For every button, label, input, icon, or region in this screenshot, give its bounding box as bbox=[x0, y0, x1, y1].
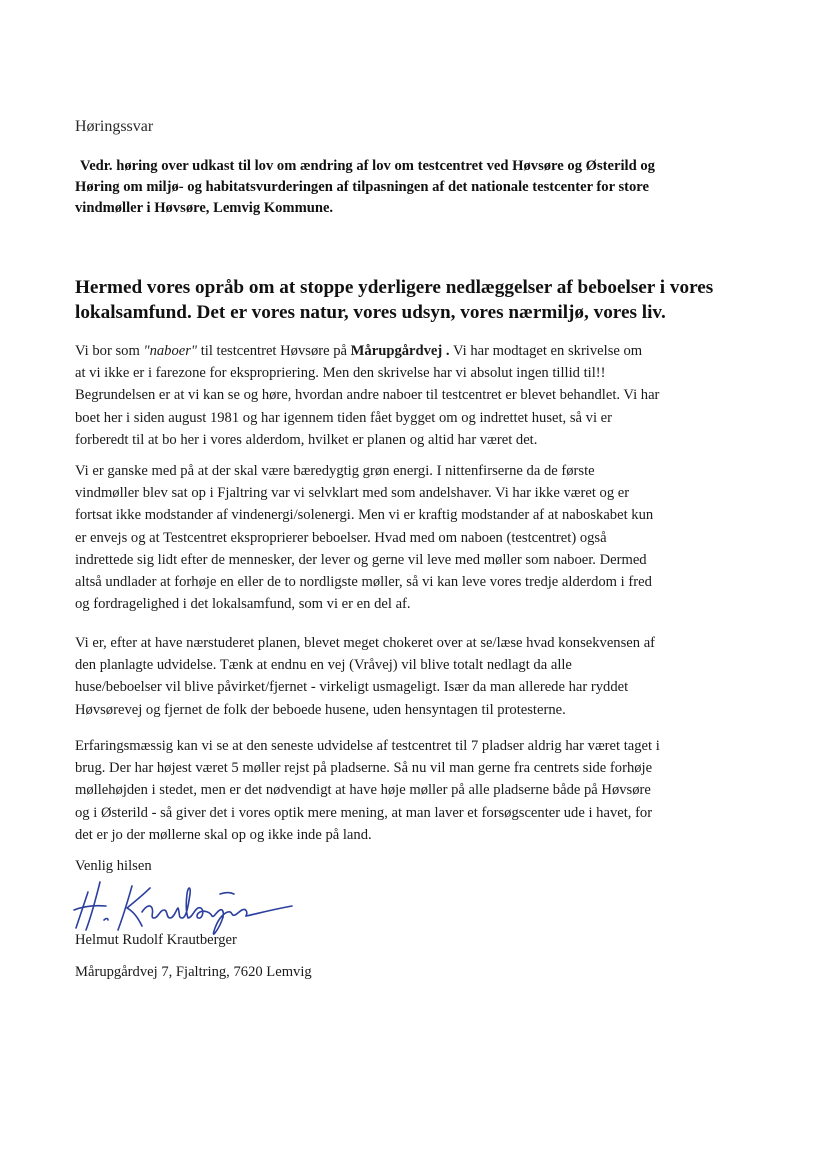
paragraph-line: og i Østerild - så giver det i vores optik mere mening, at man laver et forsøgscenter ude i havet, for bbox=[75, 804, 653, 821]
paragraph-1 bbox=[75, 340, 765, 451]
paragraph-line: møllehøjden i stedet, men er det nødvendigt at have høje møller på alle pladserne både på Høvsøre bbox=[75, 782, 651, 799]
subject-line: Vedr. høring over udkast til lov om ændring af lov om testcentret ved Høvsøre og Østerild og bbox=[80, 158, 655, 174]
paragraph-line: brug. Der har højest været 5 møller rejst på pladserne. Så nu vil man gerne fra centrets side forhøje bbox=[75, 760, 653, 777]
paragraph-line: indrettede sig lidt efter de mennesker, der lever og gerne vil leve med møller som naboer. Dermed bbox=[75, 551, 647, 568]
paragraph-line: Vi er ganske med på at der skal være bæredygtig grøn energi. I nittenfirserne da de første bbox=[75, 463, 595, 479]
subject-block bbox=[75, 156, 755, 219]
bold-run: Mårupgårdvej . bbox=[350, 343, 450, 359]
signer-name: Helmut Rudolf Krautberger bbox=[75, 932, 237, 948]
paragraph-line: det er jo der møllerne skal op og ikke inde på land. bbox=[75, 826, 372, 843]
paragraph-line: er envejs og at Testcentret eksproprierer beboelser. Hvad med om naboen (testcentret) også bbox=[75, 529, 607, 546]
subject-line: vindmøller i Høvsøre, Lemvig Kommune. bbox=[75, 200, 334, 216]
paragraph-line: fortsat ikke modstander af vindenergi/solenergi. Men vi er kraftig modstander af at naboskabet kun bbox=[75, 507, 654, 524]
paragraph-line: Begrundelsen er at vi kan se og høre, hvordan andre naboer til testcentret er blevet behandlet. Vi har bbox=[75, 387, 660, 404]
paragraph-3 bbox=[75, 632, 765, 721]
paragraph-2 bbox=[75, 460, 765, 615]
handwritten-signature bbox=[70, 872, 300, 936]
paragraph-line: huse/beboelser vil blive påvirket/fjernet - virkeligt usmageligt. Især da man allerede har ryddet bbox=[75, 679, 629, 696]
text-run: til testcentret Høvsøre på bbox=[197, 343, 351, 359]
headline-line: Hermed vores opråb om at stoppe yderligere nedlæggelser af beboelser i vores bbox=[75, 277, 714, 298]
paragraph-line: Erfaringsmæssig kan vi se at den seneste udvidelse af testcentret til 7 pladser aldrig har været taget i bbox=[75, 738, 660, 754]
paragraph-line: boet her i siden august 1981 og har igennem tiden fået bygget om og indrettet huset, så vi er bbox=[75, 409, 612, 426]
paragraph-4 bbox=[75, 735, 765, 846]
text-run: Vi bor som bbox=[75, 343, 144, 359]
paragraph-line: og fordragelighed i det lokalsamfund, som vi er en del af. bbox=[75, 596, 411, 613]
letter-heading: Høringssvar bbox=[75, 118, 154, 135]
paragraph-line: den planlagte udvidelse. Tænk at endnu en vej (Vråvej) vil blive totalt nedlagt da alle bbox=[75, 657, 572, 674]
headline-block bbox=[75, 275, 775, 325]
paragraph-line: Vi er, efter at have nærstuderet planen, blevet meget chokeret over at se/læse hvad konsekvensen af bbox=[75, 635, 656, 651]
paragraph-line: vindmøller blev sat op i Fjaltring var vi selvklart med som andelshaver. Vi har ikke været og er bbox=[75, 485, 630, 502]
paragraph-line: forberedt til at bo her i vores alderdom, hvilket er planen og altid har været det. bbox=[75, 431, 538, 448]
subject-line: Høring om miljø- og habitatsvurderingen af tilpasningen af det nationale testcenter for store bbox=[75, 179, 649, 195]
text-run: Vi har modtaget en skrivelse om bbox=[449, 343, 643, 359]
italic-run: "naboer" bbox=[143, 343, 198, 359]
paragraph-line bbox=[75, 340, 765, 362]
paragraph-line: at vi ikke er i farezone for ekspropriering. Men den skrivelse har vi absolut ingen tillid til!! bbox=[75, 365, 606, 382]
paragraph-line: Høvsørevej og fjernet de folk der beboede husene, uden hensyntagen til protesterne. bbox=[75, 701, 566, 718]
headline-line: lokalsamfund. Det er vores natur, vores udsyn, vores nærmiljø, vores liv. bbox=[75, 302, 666, 323]
paragraph-line: altså undlader at forhøje en eller de to nordligste møller, så vi kan leve vores tredje alderdom i fred bbox=[75, 574, 652, 591]
closing-greeting: Venlig hilsen bbox=[75, 858, 152, 874]
sender-address: Mårupgårdvej 7, Fjaltring, 7620 Lemvig bbox=[75, 964, 312, 980]
